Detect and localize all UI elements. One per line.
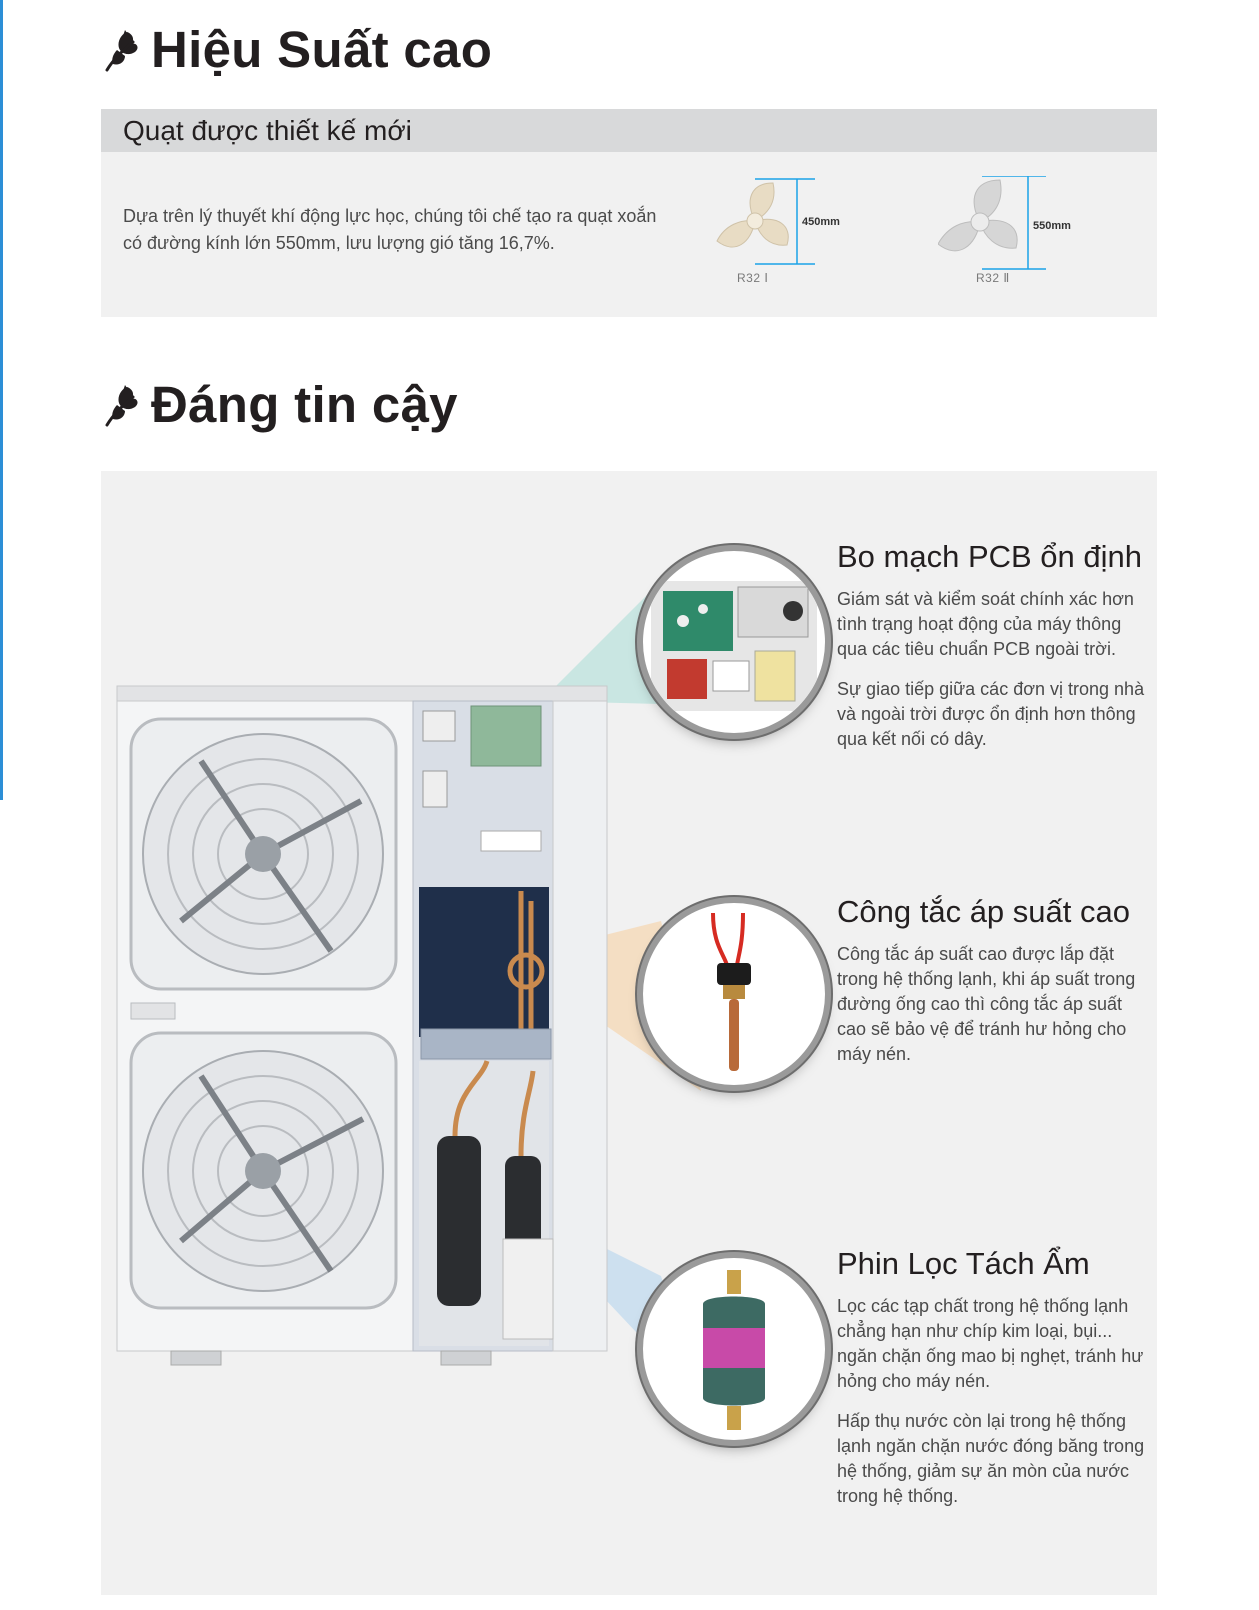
- page-title: Hiệu Suất cao: [151, 21, 493, 78]
- filter-drier-closeup-image: [643, 1258, 825, 1440]
- feature-paragraph: Sự giao tiếp giữa các đơn vị trong nhà và ngoài trời được ổn định hơn thông qua kết nối có dây.: [837, 679, 1145, 749]
- feature-paragraph: Hấp thụ nước còn lại trong hệ thống lạnh ngăn chặn nước đóng băng trong hệ thống, giảm sự ăn mòn của nước trong hệ thống.: [837, 1411, 1145, 1506]
- feature-paragraph: Lọc các tạp chất trong hệ thống lạnh chẳng hạn như chíp kim loại, bụi... ngăn chặn ống mao bị nghẹt, tránh hư hỏng cho máy nén.: [837, 1296, 1144, 1391]
- section-heading: Đáng tin cậy: [151, 376, 458, 433]
- section-title-reliability: [103, 375, 458, 434]
- left-edge-accent: [0, 0, 3, 800]
- fan-dimension-label: 450mm: [802, 216, 840, 228]
- upper-fan-grille: [131, 719, 396, 989]
- section-title-efficiency: [103, 20, 492, 79]
- feature-title: Công tắc áp suất cao: [837, 894, 1130, 929]
- fan-figure-r32-1: [715, 176, 845, 296]
- fan-model-label: R32 Ⅱ: [976, 271, 1010, 285]
- filter-drier-icon: [643, 1258, 825, 1440]
- feature-pressure-switch: [837, 894, 1147, 1082]
- pcb-closeup-image: [643, 551, 825, 733]
- subtitle-bar: [101, 109, 1157, 152]
- leaf-logo-icon: [103, 28, 143, 72]
- reliability-panel: [101, 471, 1157, 1595]
- feature-title: Phin Lọc Tách Ẩm: [837, 1246, 1090, 1281]
- feature-paragraph: Giám sát và kiểm soát chính xác hơn tình trạng hoạt động của máy thông qua các tiêu chuẩn PCB ngoài trời.: [837, 589, 1134, 659]
- feature-title: Bo mạch PCB ổn định: [837, 539, 1143, 574]
- pressure-switch-closeup-image: [643, 903, 825, 1085]
- pressure-switch-icon: [643, 903, 825, 1085]
- subtitle: Quạt được thiết kế mới: [123, 115, 412, 146]
- fan-figure-r32-2: [938, 176, 1071, 296]
- fan-dimension-label: 550mm: [1033, 220, 1071, 232]
- circuit-board-icon: [643, 551, 825, 733]
- feature-pcb: [837, 539, 1147, 767]
- fan-model-label: R32 Ⅰ: [737, 271, 769, 285]
- fan-description: Dựa trên lý thuyết khí động lực học, chúng tôi chế tạo ra quạt xoắn có đường kính lớn 550mm, lưu lượng gió tăng 16,7%.: [123, 206, 657, 253]
- feature-filter-drier: [837, 1246, 1147, 1524]
- lower-fan-grille: [131, 1033, 396, 1308]
- feature-paragraph: Công tắc áp suất cao được lắp đặt trong hệ thống lạnh, khi áp suất trong đường ống cao thì công tắc áp suất cao sẽ bảo vệ để tránh hư hỏng cho máy nén.: [837, 944, 1136, 1064]
- leaf-logo-icon: [103, 383, 143, 427]
